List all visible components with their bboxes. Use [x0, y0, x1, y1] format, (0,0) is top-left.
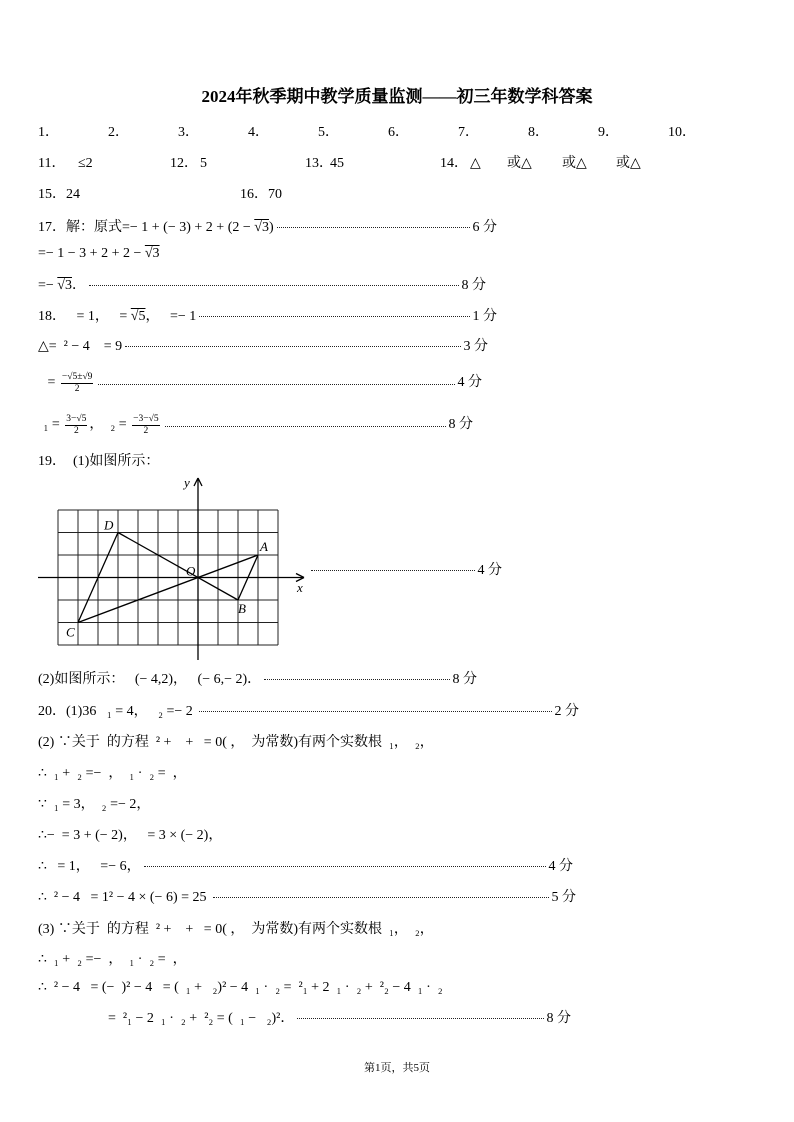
q20-line-4	[38, 795, 150, 815]
score-label: 4 分	[548, 859, 573, 874]
dotted-leader	[144, 866, 546, 867]
q20-line-10	[38, 978, 443, 998]
q18-line-3	[44, 367, 482, 399]
q18-text: ， ₂ =	[89, 417, 131, 432]
score-label: 8 分	[452, 672, 477, 687]
point-label-A: A	[260, 539, 268, 554]
score-label: 4 分	[477, 563, 502, 578]
q20-line-11	[108, 1009, 571, 1029]
q16	[240, 185, 282, 205]
q17-text: =−	[38, 278, 58, 293]
q20-line-3	[38, 764, 187, 784]
choice-number: 10．	[668, 125, 696, 140]
dotted-leader	[199, 711, 551, 712]
q16-number: 16．	[240, 187, 268, 202]
choice-number: 7．	[458, 125, 479, 140]
point-label-O: O	[186, 563, 196, 579]
coordinate-grid-figure	[30, 470, 320, 670]
q19-part-2	[38, 670, 477, 690]
q17-radical: √3	[144, 246, 160, 261]
q14-answer: 或△	[616, 156, 641, 171]
fraction-denominator: 2	[73, 425, 79, 436]
choice-number: 8．	[528, 125, 549, 140]
fraction	[65, 414, 87, 437]
score-label: 5 分	[551, 890, 576, 905]
point-label-D: D	[104, 517, 114, 533]
choice-number: 6．	[388, 125, 409, 140]
fraction	[132, 414, 159, 437]
score-label: 4 分	[457, 375, 482, 390]
choice-number: 3．	[178, 125, 199, 140]
q20-line-9	[38, 950, 187, 970]
q18-text: ₁ =	[40, 417, 64, 432]
q12-answer: 5	[200, 156, 207, 171]
score-label: 8 分	[461, 278, 486, 293]
q18-radical: √5	[130, 309, 146, 324]
q18-text: =	[44, 375, 59, 390]
dotted-leader	[98, 384, 454, 385]
q17-text: )	[268, 220, 274, 235]
q13-number: 13．	[305, 156, 333, 171]
q14-answer: 或△	[507, 156, 532, 171]
choice-number: 5．	[318, 125, 339, 140]
q20-text: ∴− = 3 + (− 2)， = 3 × (− 2)，	[38, 828, 223, 843]
q20-text: ∴ = 1， =− 6，	[38, 859, 141, 874]
dotted-leader	[297, 1018, 543, 1019]
fraction-numerator: −3−√5	[133, 413, 159, 424]
dotted-leader	[277, 227, 470, 228]
q13-answer: 45	[330, 156, 344, 171]
q20-line-2	[38, 733, 434, 753]
x-axis-label: x	[297, 580, 303, 595]
q14-number: 14．	[440, 156, 468, 171]
q17-line-3	[38, 276, 486, 296]
q18-text: 18． = 1， =	[38, 309, 131, 324]
q14-answer: △	[470, 156, 481, 171]
q15	[38, 185, 80, 205]
point-label-B: B	[238, 601, 246, 616]
q20-text: (3) ∵关于 的方程 ² + + = 0( ， 为常数)有两个实数根 ₁， ₂，	[38, 922, 434, 937]
q20-text: ∴ ² − 4 = (− )² − 4 = ( ₁ + ₂)² − 4 ₁ · ₂ = ²₁ + 2 ₁ · ₂ + ²₂ − 4 ₁ · ₂	[38, 980, 443, 995]
y-axis-label: y	[184, 475, 190, 490]
q20-line-7	[38, 888, 576, 908]
q18-text: ， =− 1	[145, 309, 197, 324]
score-label: 2 分	[554, 704, 579, 719]
q18-line-1	[38, 307, 497, 327]
q17-line-1	[38, 218, 497, 238]
q20-text: ∵ ₁ = 3， ₂ =− 2，	[38, 797, 151, 812]
q17-line-2	[38, 244, 160, 264]
dotted-leader	[213, 897, 549, 898]
choice-number: 1．	[38, 125, 59, 140]
q20-line-1	[38, 702, 579, 722]
choice-number: 4．	[248, 125, 269, 140]
q17-text: 17．解：原式=− 1 + (− 3) + 2 + (2 −	[38, 220, 255, 235]
q17-text: ．	[71, 278, 86, 293]
segment-C-A	[78, 555, 258, 623]
q20-text: (2) ∵关于 的方程 ² + + = 0( ， 为常数)有两个实数根 ₁， ₂，	[38, 735, 434, 750]
q20-text: ∴ ² − 4 = 1² − 4 × (− 6) = 25	[38, 890, 210, 905]
choice-number: 9．	[598, 125, 619, 140]
fraction-denominator: 2	[74, 383, 80, 394]
q15-answer: 24	[66, 187, 80, 202]
q12-number: 12．	[170, 156, 198, 171]
choice-question-row	[38, 123, 738, 143]
q18-text: △= ² − 4 = 9	[38, 339, 123, 354]
q16-answer: 70	[268, 187, 282, 202]
dotted-leader	[199, 316, 469, 317]
score-label: 3 分	[463, 339, 488, 354]
point-label-C: C	[66, 624, 75, 640]
choice-number: 2．	[108, 125, 129, 140]
q20-line-6	[38, 857, 573, 877]
score-label: 6 分	[472, 220, 497, 235]
q17-radical: √3	[57, 278, 72, 293]
q14-answer: 或△	[562, 156, 587, 171]
q20-text: 20．(1)36 ₁ = 4， ₂ =− 2	[38, 704, 197, 719]
q19-part-1-score	[308, 561, 502, 581]
q17-radical: √3	[254, 220, 269, 235]
dotted-leader	[165, 426, 446, 427]
dotted-leader	[264, 679, 449, 680]
q20-text: ∴ ₁ + ₂ =− ， ₁ · ₂ = ，	[38, 952, 187, 967]
q20-text: = ²₁ − 2 ₁ · ₂ + ²₂ = ( ₁ − ₂)²．	[108, 1011, 295, 1026]
fraction-numerator: −√5±√9	[61, 371, 93, 382]
q11-number: 11．	[38, 156, 66, 171]
q19-part-1	[38, 452, 159, 472]
fraction	[61, 372, 94, 395]
q18-line-2	[38, 337, 488, 357]
score-label: 8 分	[448, 417, 473, 432]
q20-line-8	[38, 920, 434, 940]
score-label: 1 分	[472, 309, 497, 324]
q15-number: 15．	[38, 187, 66, 202]
q19-text: 19． (1)如图所示：	[38, 454, 160, 469]
page-title: 2024年秋季期中教学质量监测——初三年数学科答案	[201, 87, 593, 106]
q20-text: ∴ ₁ + ₂ =− ， ₁ · ₂ = ，	[38, 766, 187, 781]
q19-text: (2)如图所示： (− 4,2)， (− 6,− 2)．	[38, 672, 262, 687]
q18-line-4	[40, 409, 473, 441]
page-footer: 第1页，共5页	[364, 1062, 430, 1074]
dotted-leader	[89, 285, 459, 286]
score-label: 8 分	[546, 1011, 571, 1026]
q20-line-5	[38, 826, 222, 846]
q17-text: =− 1 − 3 + 2 + 2 −	[38, 246, 145, 261]
dotted-leader	[125, 346, 460, 347]
dotted-leader	[311, 570, 475, 571]
fraction-numerator: 3−√5	[66, 413, 87, 424]
fraction-denominator: 2	[143, 425, 149, 436]
q11-answer: ≤2	[78, 156, 93, 171]
